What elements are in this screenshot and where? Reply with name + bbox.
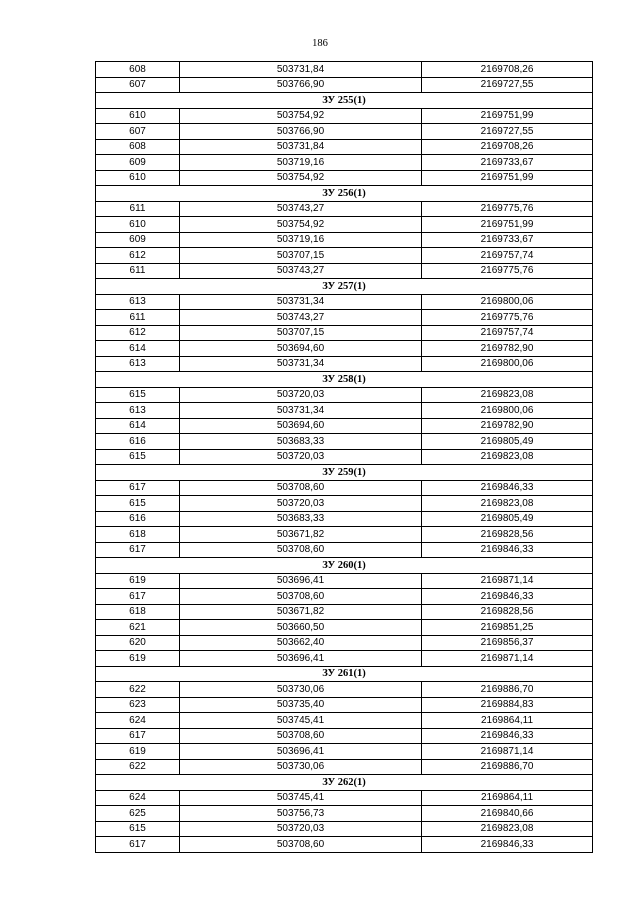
y-coordinate-cell: 2169733,67 <box>422 232 593 248</box>
x-coordinate-cell: 503707,15 <box>180 325 422 341</box>
y-coordinate-cell: 2169775,76 <box>422 310 593 326</box>
point-number-cell: 610 <box>96 170 180 186</box>
point-number-cell: 619 <box>96 573 180 589</box>
point-number-cell: 617 <box>96 837 180 853</box>
x-coordinate-cell: 503696,41 <box>180 651 422 667</box>
y-coordinate-cell: 2169782,90 <box>422 418 593 434</box>
table-row <box>96 217 593 233</box>
point-number-cell: 614 <box>96 341 180 357</box>
point-number-cell: 619 <box>96 651 180 667</box>
y-coordinate-cell: 2169757,74 <box>422 325 593 341</box>
table-row <box>96 604 593 620</box>
table-row <box>96 62 593 78</box>
table-row <box>96 651 593 667</box>
table-row <box>96 837 593 853</box>
point-number-cell: 624 <box>96 790 180 806</box>
table-row <box>96 325 593 341</box>
section-header-row <box>96 372 593 388</box>
y-coordinate-cell: 2169851,25 <box>422 620 593 636</box>
table-row <box>96 620 593 636</box>
coordinates-table <box>95 61 593 853</box>
x-coordinate-cell: 503743,27 <box>180 201 422 217</box>
y-coordinate-cell: 2169727,55 <box>422 77 593 93</box>
y-coordinate-cell: 2169823,08 <box>422 821 593 837</box>
point-number-cell: 612 <box>96 248 180 264</box>
coordinates-table-body <box>96 62 593 853</box>
y-coordinate-cell: 2169823,08 <box>422 449 593 465</box>
point-number-cell: 611 <box>96 310 180 326</box>
table-row <box>96 759 593 775</box>
x-coordinate-cell: 503696,41 <box>180 744 422 760</box>
table-row <box>96 294 593 310</box>
y-coordinate-cell: 2169864,11 <box>422 790 593 806</box>
point-number-cell: 620 <box>96 635 180 651</box>
x-coordinate-cell: 503754,92 <box>180 217 422 233</box>
y-coordinate-cell: 2169846,33 <box>422 542 593 558</box>
y-coordinate-cell: 2169751,99 <box>422 170 593 186</box>
point-number-cell: 607 <box>96 77 180 93</box>
y-coordinate-cell: 2169886,70 <box>422 759 593 775</box>
x-coordinate-cell: 503730,06 <box>180 682 422 698</box>
y-coordinate-cell: 2169871,14 <box>422 744 593 760</box>
table-row <box>96 403 593 419</box>
x-coordinate-cell: 503743,27 <box>180 263 422 279</box>
table-row <box>96 108 593 124</box>
table-row <box>96 511 593 527</box>
point-number-cell: 613 <box>96 294 180 310</box>
table-row <box>96 806 593 822</box>
table-row <box>96 728 593 744</box>
x-coordinate-cell: 503660,50 <box>180 620 422 636</box>
y-coordinate-cell: 2169871,14 <box>422 651 593 667</box>
table-row <box>96 527 593 543</box>
table-row <box>96 201 593 217</box>
table-row <box>96 310 593 326</box>
point-number-cell: 624 <box>96 713 180 729</box>
table-row <box>96 124 593 140</box>
y-coordinate-cell: 2169846,33 <box>422 480 593 496</box>
point-number-cell: 615 <box>96 496 180 512</box>
y-coordinate-cell: 2169800,06 <box>422 294 593 310</box>
x-coordinate-cell: 503731,34 <box>180 294 422 310</box>
section-header-row <box>96 279 593 295</box>
x-coordinate-cell: 503731,34 <box>180 403 422 419</box>
point-number-cell: 613 <box>96 403 180 419</box>
x-coordinate-cell: 503756,73 <box>180 806 422 822</box>
table-row <box>96 713 593 729</box>
section-label: ЗУ 259(1) <box>96 465 593 481</box>
point-number-cell: 608 <box>96 139 180 155</box>
x-coordinate-cell: 503662,40 <box>180 635 422 651</box>
table-row <box>96 480 593 496</box>
point-number-cell: 617 <box>96 728 180 744</box>
x-coordinate-cell: 503683,33 <box>180 434 422 450</box>
x-coordinate-cell: 503754,92 <box>180 170 422 186</box>
point-number-cell: 615 <box>96 449 180 465</box>
section-header-row <box>96 775 593 791</box>
table-row <box>96 697 593 713</box>
table-row <box>96 790 593 806</box>
section-label: ЗУ 260(1) <box>96 558 593 574</box>
y-coordinate-cell: 2169886,70 <box>422 682 593 698</box>
x-coordinate-cell: 503766,90 <box>180 124 422 140</box>
point-number-cell: 609 <box>96 232 180 248</box>
x-coordinate-cell: 503708,60 <box>180 589 422 605</box>
table-row <box>96 449 593 465</box>
table-row <box>96 139 593 155</box>
y-coordinate-cell: 2169805,49 <box>422 434 593 450</box>
x-coordinate-cell: 503720,03 <box>180 496 422 512</box>
y-coordinate-cell: 2169856,37 <box>422 635 593 651</box>
section-header-row <box>96 465 593 481</box>
point-number-cell: 617 <box>96 542 180 558</box>
section-label: ЗУ 262(1) <box>96 775 593 791</box>
x-coordinate-cell: 503719,16 <box>180 232 422 248</box>
table-row <box>96 496 593 512</box>
table-row <box>96 77 593 93</box>
x-coordinate-cell: 503671,82 <box>180 527 422 543</box>
point-number-cell: 610 <box>96 108 180 124</box>
table-row <box>96 341 593 357</box>
table-row <box>96 635 593 651</box>
y-coordinate-cell: 2169708,26 <box>422 62 593 78</box>
y-coordinate-cell: 2169800,06 <box>422 356 593 372</box>
y-coordinate-cell: 2169782,90 <box>422 341 593 357</box>
point-number-cell: 623 <box>96 697 180 713</box>
y-coordinate-cell: 2169823,08 <box>422 496 593 512</box>
point-number-cell: 614 <box>96 418 180 434</box>
x-coordinate-cell: 503683,33 <box>180 511 422 527</box>
table-row <box>96 263 593 279</box>
table-row <box>96 170 593 186</box>
table-row <box>96 573 593 589</box>
x-coordinate-cell: 503745,41 <box>180 713 422 729</box>
point-number-cell: 615 <box>96 387 180 403</box>
section-header-row <box>96 93 593 109</box>
y-coordinate-cell: 2169823,08 <box>422 387 593 403</box>
point-number-cell: 618 <box>96 527 180 543</box>
y-coordinate-cell: 2169846,33 <box>422 728 593 744</box>
x-coordinate-cell: 503707,15 <box>180 248 422 264</box>
point-number-cell: 622 <box>96 759 180 775</box>
point-number-cell: 615 <box>96 821 180 837</box>
y-coordinate-cell: 2169800,06 <box>422 403 593 419</box>
x-coordinate-cell: 503694,60 <box>180 418 422 434</box>
table-row <box>96 356 593 372</box>
point-number-cell: 611 <box>96 201 180 217</box>
x-coordinate-cell: 503708,60 <box>180 480 422 496</box>
y-coordinate-cell: 2169727,55 <box>422 124 593 140</box>
x-coordinate-cell: 503731,84 <box>180 139 422 155</box>
section-label: ЗУ 256(1) <box>96 186 593 202</box>
x-coordinate-cell: 503754,92 <box>180 108 422 124</box>
section-header-row <box>96 558 593 574</box>
x-coordinate-cell: 503720,03 <box>180 387 422 403</box>
x-coordinate-cell: 503731,84 <box>180 62 422 78</box>
point-number-cell: 616 <box>96 434 180 450</box>
point-number-cell: 607 <box>96 124 180 140</box>
y-coordinate-cell: 2169751,99 <box>422 217 593 233</box>
x-coordinate-cell: 503766,90 <box>180 77 422 93</box>
section-label: ЗУ 261(1) <box>96 666 593 682</box>
table-row <box>96 821 593 837</box>
point-number-cell: 609 <box>96 155 180 171</box>
page-number: 186 <box>312 38 328 49</box>
x-coordinate-cell: 503745,41 <box>180 790 422 806</box>
section-label: ЗУ 255(1) <box>96 93 593 109</box>
x-coordinate-cell: 503694,60 <box>180 341 422 357</box>
point-number-cell: 622 <box>96 682 180 698</box>
point-number-cell: 610 <box>96 217 180 233</box>
point-number-cell: 619 <box>96 744 180 760</box>
point-number-cell: 617 <box>96 589 180 605</box>
table-row <box>96 387 593 403</box>
y-coordinate-cell: 2169846,33 <box>422 589 593 605</box>
y-coordinate-cell: 2169733,67 <box>422 155 593 171</box>
point-number-cell: 616 <box>96 511 180 527</box>
table-row <box>96 682 593 698</box>
table-row <box>96 155 593 171</box>
section-label: ЗУ 258(1) <box>96 372 593 388</box>
point-number-cell: 608 <box>96 62 180 78</box>
x-coordinate-cell: 503696,41 <box>180 573 422 589</box>
table-row <box>96 248 593 264</box>
y-coordinate-cell: 2169828,56 <box>422 527 593 543</box>
y-coordinate-cell: 2169846,33 <box>422 837 593 853</box>
y-coordinate-cell: 2169864,11 <box>422 713 593 729</box>
y-coordinate-cell: 2169775,76 <box>422 201 593 217</box>
y-coordinate-cell: 2169884,83 <box>422 697 593 713</box>
x-coordinate-cell: 503671,82 <box>180 604 422 620</box>
x-coordinate-cell: 503708,60 <box>180 728 422 744</box>
x-coordinate-cell: 503720,03 <box>180 821 422 837</box>
point-number-cell: 613 <box>96 356 180 372</box>
y-coordinate-cell: 2169828,56 <box>422 604 593 620</box>
x-coordinate-cell: 503735,40 <box>180 697 422 713</box>
point-number-cell: 617 <box>96 480 180 496</box>
section-header-row <box>96 186 593 202</box>
y-coordinate-cell: 2169871,14 <box>422 573 593 589</box>
x-coordinate-cell: 503730,06 <box>180 759 422 775</box>
point-number-cell: 618 <box>96 604 180 620</box>
y-coordinate-cell: 2169805,49 <box>422 511 593 527</box>
table-row <box>96 434 593 450</box>
y-coordinate-cell: 2169708,26 <box>422 139 593 155</box>
point-number-cell: 625 <box>96 806 180 822</box>
table-row <box>96 542 593 558</box>
y-coordinate-cell: 2169757,74 <box>422 248 593 264</box>
point-number-cell: 621 <box>96 620 180 636</box>
y-coordinate-cell: 2169775,76 <box>422 263 593 279</box>
x-coordinate-cell: 503708,60 <box>180 542 422 558</box>
y-coordinate-cell: 2169751,99 <box>422 108 593 124</box>
table-row <box>96 418 593 434</box>
point-number-cell: 611 <box>96 263 180 279</box>
x-coordinate-cell: 503719,16 <box>180 155 422 171</box>
x-coordinate-cell: 503708,60 <box>180 837 422 853</box>
x-coordinate-cell: 503731,34 <box>180 356 422 372</box>
table-row <box>96 744 593 760</box>
y-coordinate-cell: 2169840,66 <box>422 806 593 822</box>
section-header-row <box>96 666 593 682</box>
x-coordinate-cell: 503743,27 <box>180 310 422 326</box>
table-row <box>96 589 593 605</box>
section-label: ЗУ 257(1) <box>96 279 593 295</box>
table-row <box>96 232 593 248</box>
point-number-cell: 612 <box>96 325 180 341</box>
x-coordinate-cell: 503720,03 <box>180 449 422 465</box>
